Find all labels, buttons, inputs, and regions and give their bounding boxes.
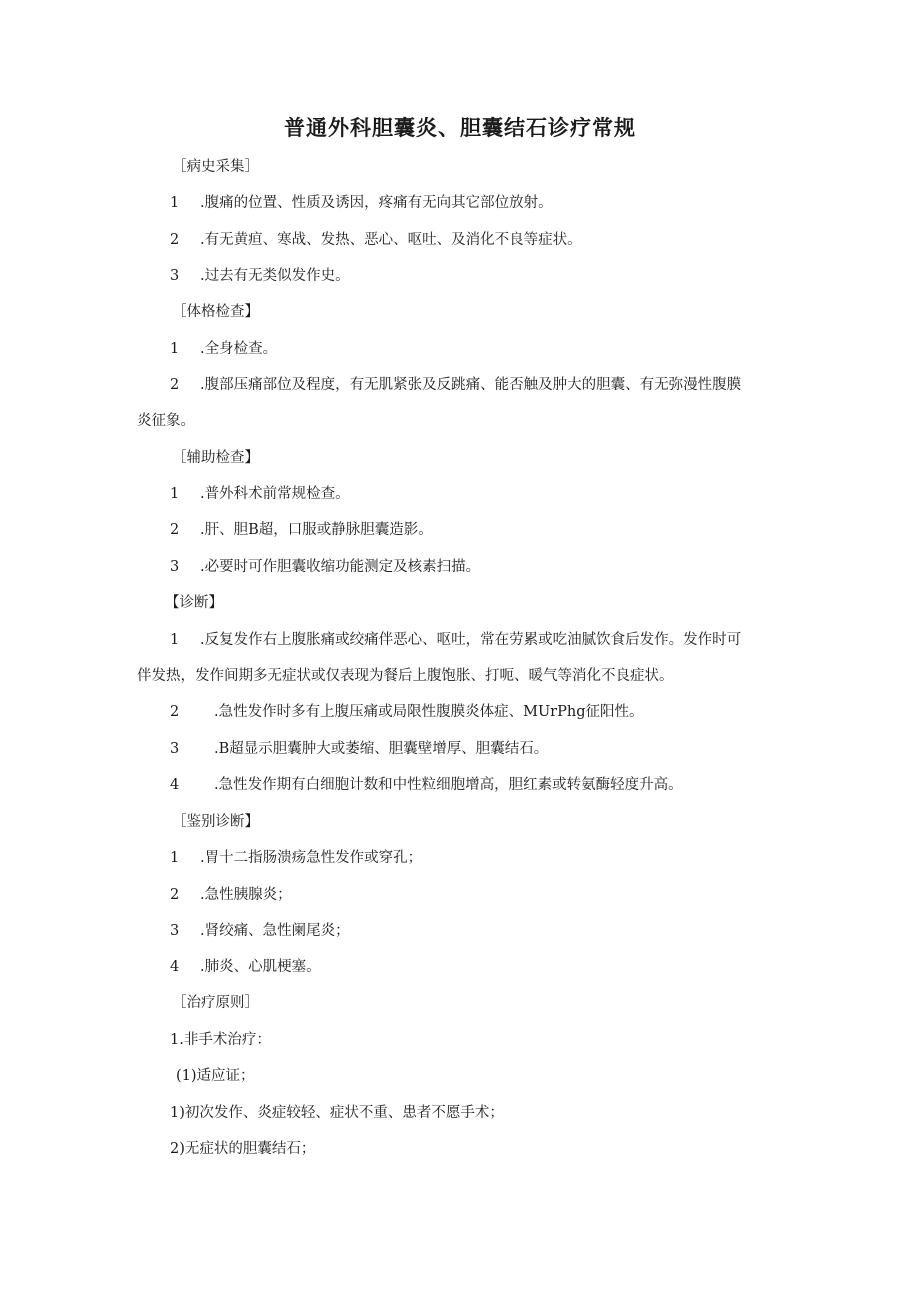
list-item: [170, 193, 553, 213]
treatment-line: 1)初次发作、炎症较轻、症状不重、患者不愿手术；: [170, 1105, 504, 1121]
list-item: [170, 848, 422, 868]
item-number: 3: [170, 559, 180, 575]
item-text: .反复发作右上腹胀痛或绞痛伴恶心、呕吐，常在劳累或吃油腻饮食后发作。发作时可: [200, 632, 742, 648]
item-text: .B超显示胆囊肿大或萎缩、胆囊壁增厚、胆囊结石。: [214, 741, 549, 757]
list-item: [170, 630, 741, 650]
item-number: 4: [170, 959, 180, 975]
item-text: .胃十二指肠溃疡急性发作或穿孔；: [200, 850, 423, 866]
item-number: 1: [170, 341, 180, 357]
item-text-continuation: 炎征象。: [137, 413, 195, 429]
section-heading-diagnosis: 【诊断】: [165, 595, 223, 611]
item-number: 3: [170, 923, 180, 939]
item-number: 2: [170, 704, 180, 720]
item-text: .急性发作期有白细胞计数和中性粒细胞增高，胆红素或转氨酶轻度升高。: [214, 777, 683, 793]
item-number: 1: [170, 850, 180, 866]
item-text: .腹部压痛部位及程度，有无肌紧张及反跳痛、能否触及肿大的胆囊、有无弥漫性腹膜: [200, 377, 742, 393]
item-text: .过去有无类似发作史。: [200, 268, 350, 284]
item-text: .全身检查。: [200, 341, 278, 357]
item-number: 1: [170, 632, 180, 648]
item-number: 1: [170, 486, 180, 502]
item-number: 3: [170, 268, 180, 284]
list-item: [170, 921, 350, 941]
list-item: [170, 702, 643, 722]
list-item: [170, 520, 433, 540]
list-item: [170, 230, 582, 250]
item-number: 2: [170, 377, 180, 393]
document-title: 普通外科胆囊炎、胆囊结石诊疗常规: [284, 116, 636, 140]
item-text: .普外科术前常规检查。: [200, 486, 350, 502]
list-item: [170, 375, 741, 395]
list-item: [170, 557, 480, 577]
list-item: [170, 266, 350, 286]
item-text-continuation: 伴发热，发作间期多无症状或仅表现为餐后上腹饱胀、打呃、暖气等消化不良症状。: [137, 668, 674, 684]
section-heading-exam: ［体格检查】: [172, 304, 259, 320]
list-item: [170, 739, 548, 759]
item-text: .急性发作时多有上腹压痛或局限性腹膜炎体症、MUrPhg征阳性。: [214, 704, 644, 720]
item-number: 2: [170, 232, 180, 248]
list-item: [170, 885, 292, 905]
item-text: .腹痛的位置、性质及诱因，疼痛有无向其它部位放射。: [200, 195, 553, 211]
treatment-line: (1)适应证；: [176, 1068, 255, 1084]
section-heading-treatment: ［治疗原则］: [172, 995, 259, 1011]
section-heading-history: ［病史采集］: [172, 159, 259, 175]
section-heading-differential: ［鉴别诊断】: [172, 814, 259, 830]
item-number: 1: [170, 195, 180, 211]
item-text: .肺炎、心肌梗塞。: [200, 959, 321, 975]
item-text: .有无黄疸、寒战、发热、恶心、呕吐、及消化不良等症状。: [200, 232, 582, 248]
item-number: 4: [170, 777, 180, 793]
list-item: [170, 339, 277, 359]
item-text: .肝、胆B超，口服或静脉胆囊造影。: [200, 522, 433, 538]
item-number: 2: [170, 522, 180, 538]
treatment-line: 2)无症状的胆囊结石；: [170, 1141, 316, 1157]
list-item: [170, 957, 321, 977]
item-number: 2: [170, 887, 180, 903]
list-item: [170, 775, 683, 795]
treatment-line: 1.非手术治疗：: [170, 1032, 271, 1048]
item-text: .必要时可作胆囊收缩功能测定及核素扫描。: [200, 559, 481, 575]
item-number: 3: [170, 741, 180, 757]
list-item: [170, 484, 350, 504]
item-text: .肾绞痛、急性阑尾炎；: [200, 923, 350, 939]
item-text: .急性胰腺炎；: [200, 887, 292, 903]
section-heading-aux: ［辅助检查】: [172, 450, 259, 466]
